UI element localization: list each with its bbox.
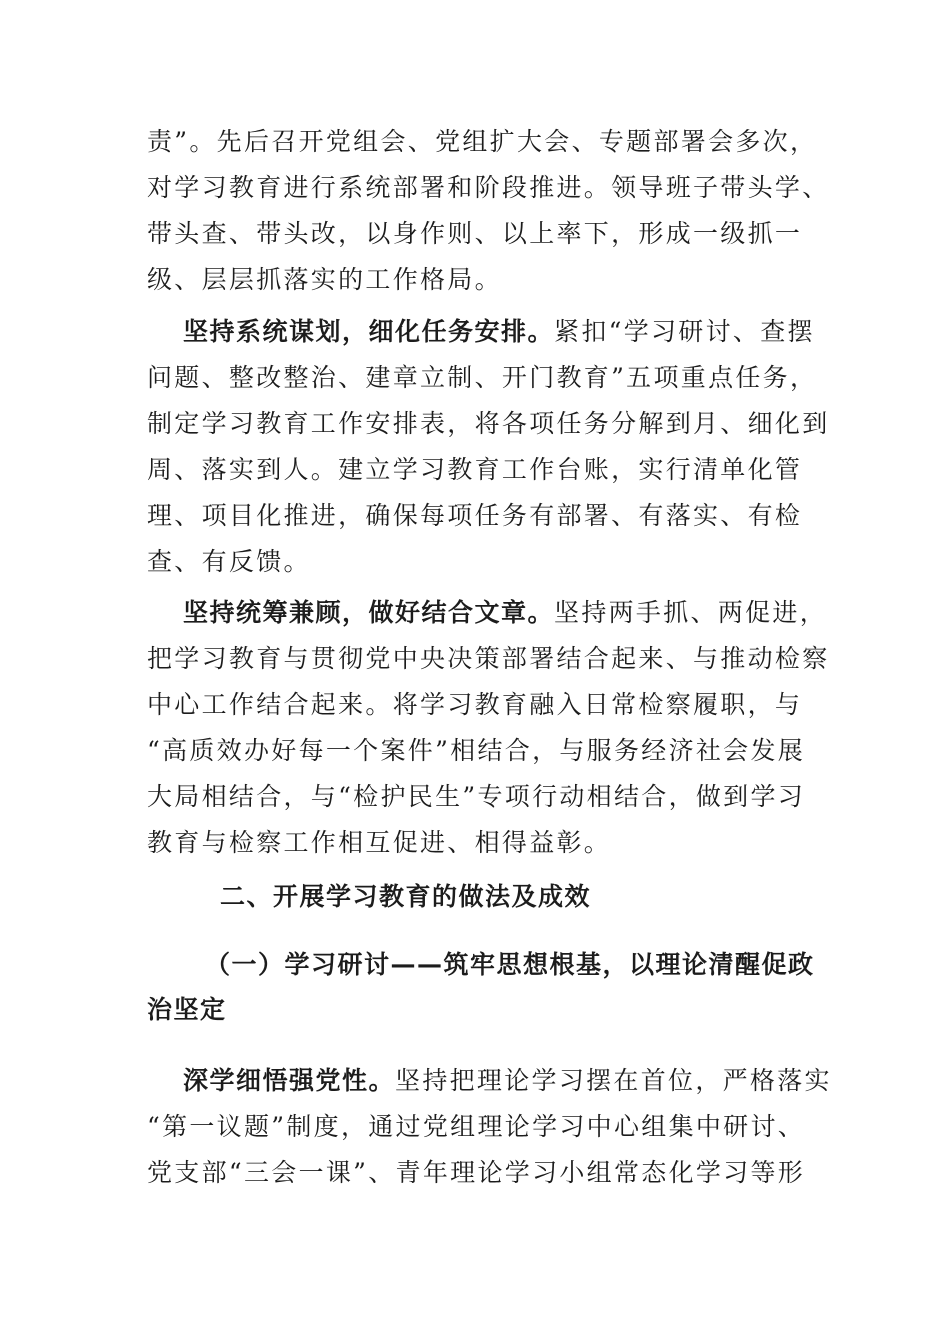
paragraph-line: 理、项目化推进，确保每项任务有部署、有落实、有检 (147, 501, 803, 530)
paragraph-line: 把学习教育与贯彻党中央决策部署结合起来、与推动检察 (147, 644, 830, 673)
paragraph-line: 问题、整改整治、建章立制、开门教育”五项重点任务， (147, 363, 818, 392)
paragraph-line: “第一议题”制度，通过党组理论学习中心组集中研讨、 (147, 1112, 806, 1141)
paragraph-lead-bold: 深学细悟强党性。 (183, 1066, 396, 1095)
section-heading: 二、开展学习教育的做法及成效 (220, 882, 592, 911)
paragraph-line: 对学习教育进行系统部署和阶段推进。领导班子带头学、 (147, 173, 830, 202)
paragraph-line: 带头查、带头改，以身作则、以上率下，形成一级抓一 (147, 219, 803, 248)
paragraph-lead-bold: 坚持统筹兼顾，做好结合文章。 (183, 598, 555, 627)
paragraph-line: 中心工作结合起来。将学习教育融入日常检察履职，与 (147, 690, 803, 719)
paragraph-line: 党支部“三会一课”、青年理论学习小组常态化学习等形 (147, 1158, 806, 1187)
subsection-heading-line2: 治坚定 (147, 995, 227, 1024)
paragraph-line: 教育与检察工作相互促进、相得益彰。 (147, 828, 612, 857)
paragraph-lead-rest: 紧扣“学习研讨、查摆 (554, 317, 815, 346)
paragraph-line: 周、落实到人。建立学习教育工作台账，实行清单化管 (147, 455, 803, 484)
paragraph-line: 查、有反馈。 (147, 547, 311, 576)
paragraph-line: 大局相结合，与“检护民生”专项行动相结合，做到学习 (147, 782, 806, 811)
paragraph-first-line (183, 1066, 832, 1096)
paragraph-line: 级、层层抓落实的工作格局。 (147, 265, 502, 294)
paragraph-lead-rest: 坚持把理论学习摆在首位，严格落实 (395, 1066, 832, 1095)
paragraph-line: 制定学习教育工作安排表，将各项任务分解到月、细化到 (147, 409, 830, 438)
paragraph-first-line (183, 598, 827, 628)
paragraph-lead-rest: 坚持两手抓、两促进， (554, 598, 828, 627)
paragraph-line: “高质效办好每一个案件”相结合，与服务经济社会发展 (147, 736, 806, 765)
paragraph-line: 责”。先后召开党组会、党组扩大会、专题部署会多次， (147, 127, 818, 156)
subsection-heading-line1: （一）学习研讨——筑牢思想根基，以理论清醒促政 (205, 950, 815, 979)
paragraph-lead-bold: 坚持系统谋划，细化任务安排。 (183, 317, 555, 346)
paragraph-first-line (183, 317, 815, 347)
